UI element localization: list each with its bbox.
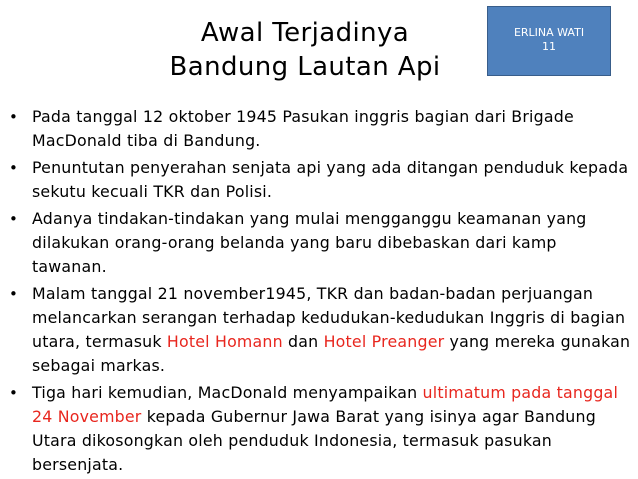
slide-title xyxy=(120,16,490,84)
bullet-dot-icon: • xyxy=(9,210,19,228)
ultimatum-highlight: ultimatum pada tanggal 24 November xyxy=(32,383,619,426)
bullet-item-2 xyxy=(0,156,632,204)
bullet-text-1: Pada tanggal 12 oktober 1945 Pasukan inggris bagian dari Brigade MacDonald tiba di Bandung. xyxy=(32,107,574,150)
bullet-dot-icon: • xyxy=(9,384,19,402)
hotel-homann-highlight: Hotel Homann xyxy=(166,332,283,351)
author-number: 11 xyxy=(542,40,556,53)
bullet-text-4-part-1: Malam tanggal 21 november1945, TKR dan badan-badan perjuangan melancarkan serangan terhadap kedudukan-kedudukan Inggris di bagian utara, termasuk xyxy=(32,284,626,351)
bullet-dot-icon: • xyxy=(9,159,19,177)
bullet-item-3 xyxy=(0,207,632,279)
bullet-item-1 xyxy=(0,105,632,153)
hotel-preanger-highlight: Hotel Preanger xyxy=(323,332,445,351)
bullet-text-3: Adanya tindakan-tindakan yang mulai mengganggu keamanan yang dilakukan orang-orang belanda yang baru dibebaskan dari kamp tawanan. xyxy=(32,209,587,276)
slide-title-line-1: Awal Terjadinya xyxy=(200,18,410,48)
bullet-item-4 xyxy=(0,282,632,378)
bullet-dot-icon: • xyxy=(9,285,19,303)
bullet-text-4-part-3: yang mereka gunakan sebagai markas. xyxy=(32,332,631,375)
bullet-dot-icon: • xyxy=(9,108,19,126)
author-name-box xyxy=(487,6,611,76)
bullet-item-5 xyxy=(0,381,632,477)
bullet-text-2: Penuntutan penyerahan senjata api yang ada ditangan penduduk kepada sekutu kecuali TKR dan Polisi. xyxy=(32,158,629,201)
bullet-text-4-part-2: dan xyxy=(282,332,324,351)
slide-title-line-2: Bandung Lautan Api xyxy=(169,52,441,82)
bullet-list xyxy=(0,105,632,479)
author-name: ERLINA WATI xyxy=(513,26,585,39)
bullet-text-5-part-2: kepada Gubernur Jawa Barat yang isinya agar Bandung Utara dikosongkan oleh penduduk Indonesia, termasuk pasukan bersenjata. xyxy=(32,407,596,474)
bullet-text-5-part-1: Tiga hari kemudian, MacDonald menyampaikan xyxy=(32,383,423,402)
